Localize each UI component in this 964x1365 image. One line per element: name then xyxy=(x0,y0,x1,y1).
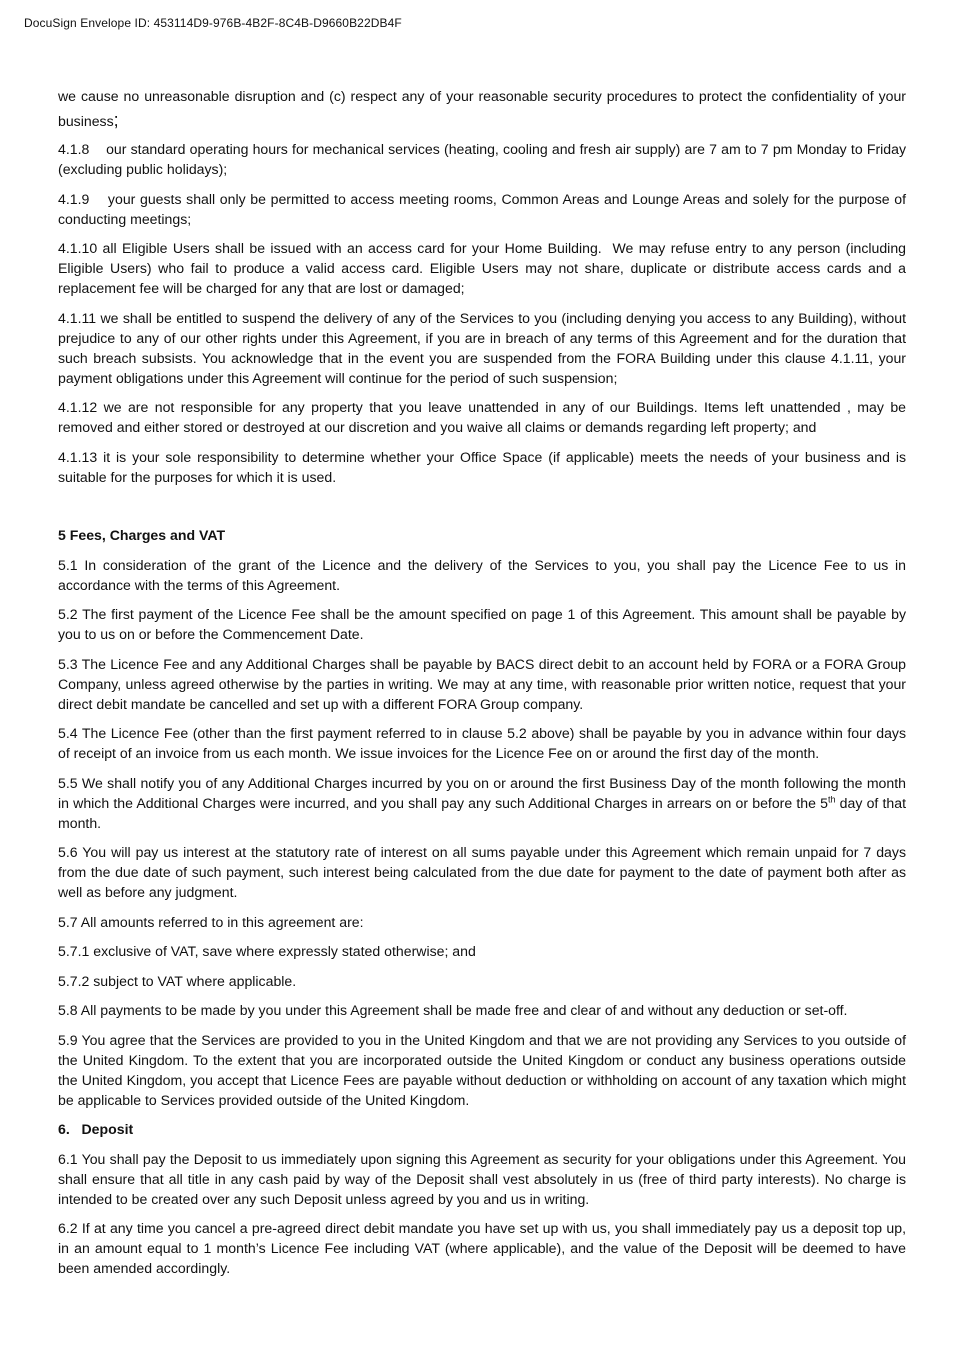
clause-4-1-13: 4.1.13 it is your sole responsibility to determine whether your Office Space (if applicable) meets the needs of your business and is suitable for the purposes for which it is used. xyxy=(58,448,906,485)
clause-6-2: 6.2 If at any time you cancel a pre-agreed direct debit mandate you have set up with us, you shall immediately pay us a deposit top up, in an amount equal to 1 month’s Licence Fee including VAT (where applicable), and the value of the Deposit will be deemed to have been amended accordingly. xyxy=(58,1220,906,1276)
clause-6-1: 6.1 You shall pay the Deposit to us immediately upon signing this Agreement as security for your obligations under this Agreement. You shall ensure that all title in any cash paid by way of the Deposit shall vest absolutely in us (free of third party interests). No charge is intended to be created over any such Deposit unless agreed by you and us in writing. xyxy=(58,1150,906,1207)
clause-5-4: 5.4 The Licence Fee (other than the first payment referred to in clause 5.2 above) shall be payable by you in advance within four days of receipt of an invoice from us each month. We issue invoices for the Licence Fee on or around the first day of the month. xyxy=(58,725,906,761)
intro-paragraph xyxy=(58,84,906,133)
clause-5-6: 5.6 You will pay us interest at the statutory rate of interest on all sums payable under this Agreement which remain unpaid for 7 days from the due date of such payment, such interest being calculated from the due date for payment to the date of payment both after as well as before any judgment. xyxy=(58,844,906,900)
clause-4-1-8: 4.1.8 our standard operating hours for mechanical services (heating, cooling and fresh air supply) are 7 am to 7 pm Monday to Friday (excluding public holidays); xyxy=(58,141,910,177)
clause-4-1-12: 4.1.12 we are not responsible for any property that you leave unattended in any of our Buildings. Items left unattended , may be removed and either stored or destroyed at our discretion and you waive all claims or demands regarding left property; and xyxy=(58,399,906,435)
clause-5-7-1: 5.7.1 exclusive of VAT, save where expressly stated otherwise; and xyxy=(58,943,476,959)
clause-5-5 xyxy=(58,773,906,833)
clause-5-5-superscript: th xyxy=(827,793,836,804)
clause-5-5-text: 5.5 We shall notify you of any Additional Charges incurred by you on or around the first Business Day of the month following the month in which the Additional Charges were incurred, and you shall pay any such Additional Charges in arrears on or before the 5 xyxy=(58,774,906,811)
clause-5-7: 5.7 All amounts referred to in this agreement are: xyxy=(58,913,364,930)
section-spacer xyxy=(58,496,906,525)
intro-text: we cause no unreasonable disruption and (c) respect any of your reasonable security procedures to protect the confidentiality of your business xyxy=(58,88,906,129)
clause-4-1-10: 4.1.10 all Eligible Users shall be issued with an access card for your Home Building. We may refuse entry to any person (including Eligible Users) who fail to produce a valid access card. Eligible Users may not share, duplicate or distribute access cards and a replacement fee will be charged for any that are lost or damaged; xyxy=(58,240,910,296)
clause-5-9: 5.9 You agree that the Services are provided to you in the United Kingdom and that we are not providing any Services to you outside of the United Kingdom. To the extent that you are incorporated outside the United Kingdom or conduct any business operations outside the United Kingdom, you accept that Licence Fees are payable without deduction or withholding on account of any taxation which might be applicable to Services provided outside of the United Kingdom. xyxy=(58,1031,906,1108)
section-5-heading: 5 Fees, Charges and VAT xyxy=(58,527,226,543)
clause-5-2: 5.2 The first payment of the Licence Fee shall be the amount specified on page 1 of this Agreement. This amount shall be payable by you to us on or before the Commencement Date. xyxy=(58,606,906,642)
clause-4-1-11: 4.1.11 we shall be entitled to suspend the delivery of any of the Services to you (including denying you access to any Building), without prejudice to any of our other rights under this Agreement, if you are in breach of any terms of this Agreement and for the duration that such breach subsists. You acknowledge that in the event you are suspended from the FORA Building under this clause 4.1.11, your payment obligations under this Agreement will continue for the period of such suspension; xyxy=(58,309,906,386)
clause-4-1-9: 4.1.9 your guests shall only be permitted to access meeting rooms, Common Areas and Lounge Areas and solely for the purpose of conducting meetings; xyxy=(58,190,910,227)
clause-5-7-2: 5.7.2 subject to VAT where applicable. xyxy=(58,972,297,989)
clause-5-5-tail: day of that month. xyxy=(58,794,906,831)
document-body xyxy=(58,84,910,1288)
intro-terminator: ; xyxy=(113,110,119,130)
docusign-envelope-id: DocuSign Envelope ID: 453114D9-976B-4B2F-8C4B-D9660B22DB4F xyxy=(24,16,402,30)
clause-5-8: 5.8 All payments to be made by you under this Agreement shall be made free and clear of and without any deduction or set-off. xyxy=(58,1002,848,1018)
section-6-heading: 6. Deposit xyxy=(58,1121,134,1137)
clause-5-3: 5.3 The Licence Fee and any Additional Charges shall be payable by BACS direct debit to an account held by FORA or a FORA Group Company, unless agreed otherwise by the parties in writing. We may at any time, with reasonable prior written notice, request that your direct debit mandate be cancelled and set up with a different FORA Group company. xyxy=(58,655,906,712)
clause-5-1: 5.1 In consideration of the grant of the Licence and the delivery of the Services to you, you shall pay the Licence Fee to us in accordance with the terms of this Agreement. xyxy=(58,556,906,593)
